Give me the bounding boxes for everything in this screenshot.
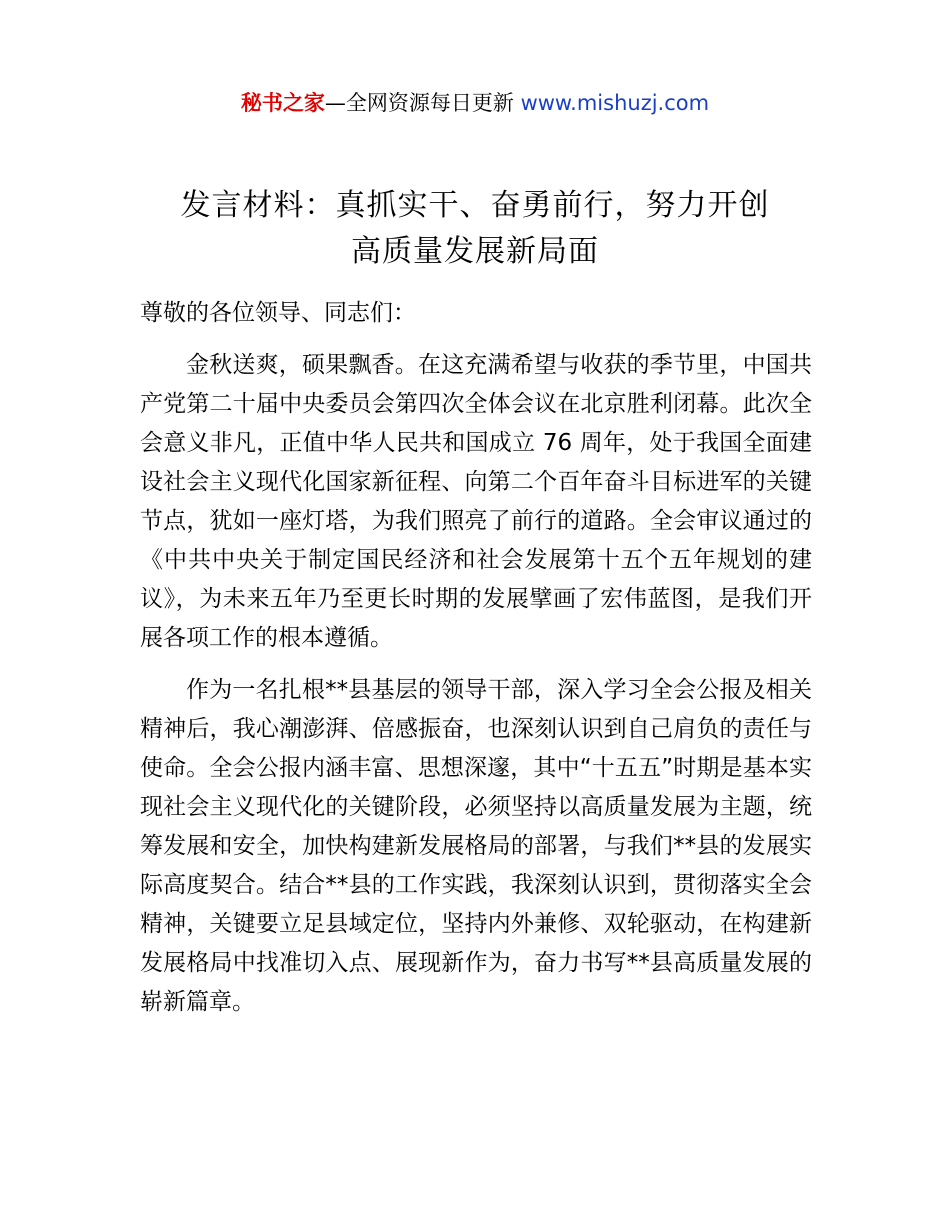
site-brand: 秘书之家 [240, 91, 325, 115]
paragraph-2: 作为一名扎根**县基层的领导干部，深入学习全会公报及相关精神后，我心潮澎湃、倍感振奋，也深刻认识到自己肩负的责任与使命。全会公报内涵丰富、思想深邃，其中“十五五”时期是基本实现社会主义现代化的关键阶段，必须坚持以高质量发展为主题，统筹发展和安全，加快构建新发展格局的部署，与我们**县的发展实际高度契合。结合**县的工作实践，我深刻认识到，贯彻落实全会精神，关键要立足县域定位，坚持内外兼修、双轮驱动，在构建新发展格局中找准切入点、展现新作为，奋力书写**县高质量发展的崭新篇章。 [140, 677, 812, 1015]
paragraph-1: 金秋送爽，硕果飘香。在这充满希望与收获的季节里，中国共产党第二十届中央委员会第四次全体会议在北京胜利闭幕。此次全会意义非凡，正值中华人民共和国成立 76 周年，处于我国全面建设社会主义现代化国家新征程、向第二个百年奋斗目标进军的关键节点，犹如一座灯塔，为我们照亮了前行的道路。全会审议通过的《中共中央关于制定国民经济和社会发展第十五个五年规划的建议》，为未来五年乃至更长时期的发展擘画了宏伟蓝图，是我们开展各项工作的根本遵循。 [140, 352, 812, 651]
title-line-2: 高质量发展新局面 [351, 234, 599, 269]
site-url-link[interactable]: www.mishuzj.com [520, 91, 710, 115]
document-body [140, 294, 812, 1035]
site-header [0, 88, 950, 118]
title-line-1: 发言材料：真抓实干、奋勇前行，努力开创 [180, 188, 770, 223]
salutation: 尊敬的各位领导、同志们： [140, 300, 416, 326]
site-tagline: —全网资源每日更新 [324, 91, 521, 115]
document-title [100, 183, 850, 275]
